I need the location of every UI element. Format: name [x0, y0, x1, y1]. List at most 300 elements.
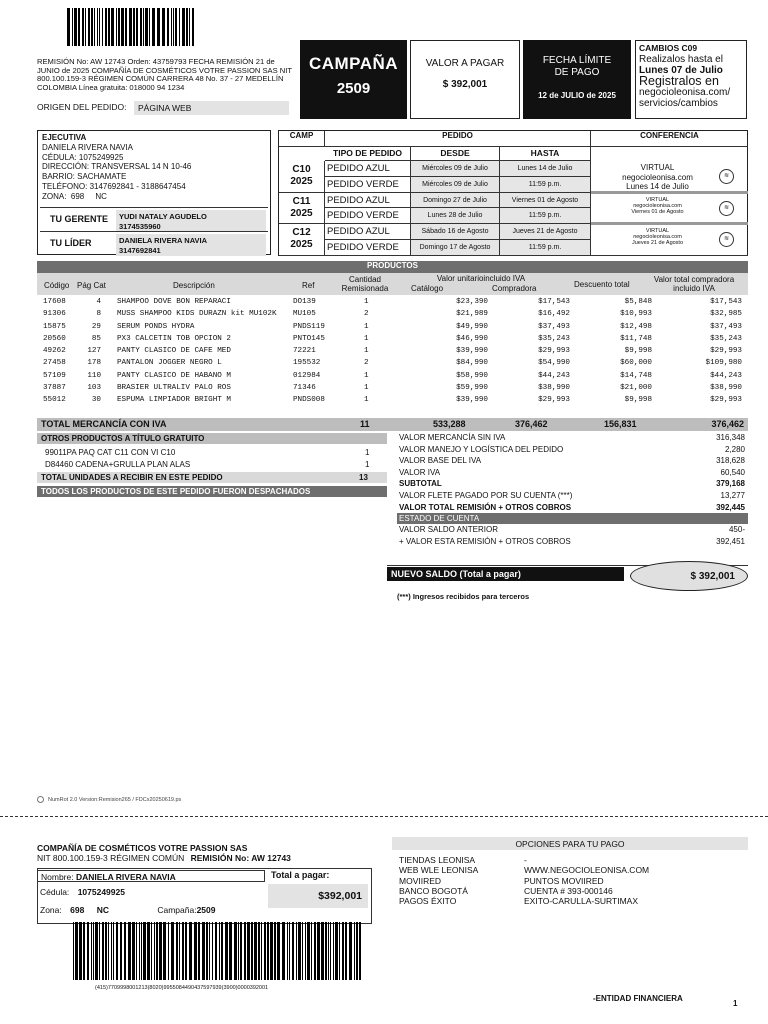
barcode-bar — [229, 922, 232, 980]
barcode-bar — [292, 922, 294, 980]
barcode-bar — [356, 922, 358, 980]
pedido-azul-hasta: Viernes 01 de Agosto — [500, 193, 591, 209]
estado-cuenta-label: ESTADO DE CUENTA — [399, 514, 480, 524]
barcode-bar — [162, 8, 165, 46]
barcode-bar — [354, 922, 355, 980]
product-pag: 4 — [96, 298, 101, 306]
conferencia-line-1: VIRTUAL — [645, 228, 670, 234]
total-catalogo: 533,288 — [433, 419, 466, 429]
campana-label: CAMPAÑA — [308, 54, 399, 73]
pedido-verde-tipo: PEDIDO VERDE — [325, 240, 411, 256]
product-comp: $35,243 — [538, 334, 570, 343]
product-pag: 127 — [87, 347, 101, 356]
product-pag: 8 — [96, 310, 101, 319]
barcode-bar — [93, 922, 94, 980]
barcode-bar — [118, 8, 120, 46]
barcode-bar — [186, 8, 188, 46]
payment-option — [399, 855, 748, 865]
barcode-bar — [274, 922, 276, 980]
barcode-bar — [179, 8, 180, 46]
barcode-bar — [79, 922, 82, 980]
conferencia-line-2: negocioleonisa.com — [633, 234, 682, 241]
product-desc: ESPUMA LIMPIADOR BRIGHT M — [117, 396, 231, 405]
barcode-bar — [105, 8, 107, 46]
slip-zona-value: 698 — [70, 905, 85, 915]
origen-label: ORIGEN DEL PEDIDO: — [37, 102, 127, 112]
summary-row — [397, 490, 748, 502]
product-comp: $29,993 — [538, 396, 570, 405]
barcode-bar — [154, 922, 155, 980]
pedido-azul-tipo: PEDIDO AZUL — [325, 193, 411, 209]
payment-option-detail: WWW.NEGOCIOLEONISA.COM — [524, 865, 650, 876]
barcode-bar — [244, 922, 246, 980]
product-ref: PNDS119 — [293, 322, 325, 331]
barcode-bar — [349, 922, 352, 980]
barcode-bar — [95, 922, 98, 980]
product-total: $38,990 — [710, 384, 742, 393]
footer-nit — [37, 853, 291, 863]
payment-slip — [37, 868, 372, 926]
gs1-code: (415)7709998001213(8020)9955084490437597939(3900)0000392001 — [95, 985, 269, 991]
barcode-bar — [87, 922, 89, 980]
product-cat: $84,990 — [456, 359, 488, 368]
camp-year: 2025 — [290, 239, 313, 250]
product-cant: 2 — [364, 310, 369, 319]
product-comp: $54,990 — [538, 359, 570, 368]
saldo-anterior-label: VALOR SALDO ANTERIOR — [399, 525, 498, 535]
slip-total-value: $392,001 — [268, 884, 368, 908]
barcode-bar — [143, 922, 146, 980]
ejecutiva-zona: ZONA: 698 NC — [42, 191, 107, 201]
barcode-bar — [78, 8, 80, 46]
barcode-bar — [120, 922, 122, 980]
barcode-bar — [108, 8, 110, 46]
product-cat: $21,989 — [456, 310, 488, 319]
entidad-financiera: -ENTIDAD FINANCIERA — [593, 994, 683, 1003]
payment-option — [399, 896, 748, 906]
top-barcode — [67, 8, 197, 46]
product-pag: 30 — [91, 396, 101, 405]
opciones-list — [399, 855, 748, 906]
gratuito-item-desc: 99011PA PAQ CAT C11 CON VI C10 — [45, 448, 176, 457]
cambios-box — [635, 40, 747, 119]
summary-row — [397, 432, 748, 444]
barcode-bar — [311, 922, 312, 980]
ejecutiva-telefono: TELÉFONO: 3147692841 - 3188647454 — [42, 181, 186, 191]
barcode-bar — [145, 8, 148, 46]
barcode-bar — [342, 922, 344, 980]
pedido-azul-desde: Miércoles 09 de Julio — [411, 161, 500, 177]
col-cantidad-2: Remisionada — [341, 284, 389, 293]
page-number: 1 — [733, 999, 738, 1008]
product-pag: 29 — [91, 322, 101, 331]
barcode-bar — [258, 922, 260, 980]
gratuito-item — [45, 448, 385, 457]
barcode-bar — [124, 922, 126, 980]
barcode-bar — [302, 922, 303, 980]
barcode-bar — [99, 922, 100, 980]
ejecutiva-title: EJECUTIVA — [42, 133, 87, 142]
barcode-bar — [132, 922, 135, 980]
product-cant: 1 — [364, 298, 369, 306]
total-cantidad: 11 — [360, 419, 370, 429]
cambios-line4: negocioleonisa.com/ — [639, 87, 731, 98]
pedido-azul-hasta: Lunes 14 de Julio — [500, 161, 591, 177]
barcode-bar — [157, 8, 160, 46]
barcode-bar — [97, 8, 98, 46]
barcode-bar — [141, 922, 142, 980]
lider-box — [116, 234, 266, 256]
payment-option — [399, 865, 748, 875]
barcode-bar — [264, 922, 266, 980]
camp-code-cell — [279, 161, 325, 193]
web-globe-icon: ≋ — [719, 201, 734, 216]
barcode-bar — [156, 922, 158, 980]
col-codigo: Código — [44, 281, 70, 290]
barcode-bar — [125, 8, 127, 46]
web-globe-icon: ≋ — [719, 232, 734, 247]
product-cant: 2 — [364, 359, 369, 368]
product-row — [37, 309, 748, 321]
payment-option — [399, 886, 748, 896]
barcode-bar — [333, 922, 334, 980]
product-total: $109,980 — [705, 359, 742, 368]
web-globe-icon: ≋ — [719, 169, 734, 184]
slip-nombre-value: DANIELA RIVERA NAVIA — [75, 872, 176, 882]
product-desc: BRASIER ULTRALIV PALO ROS — [117, 384, 231, 393]
barcode-bar — [307, 922, 310, 980]
campana-box — [300, 40, 407, 119]
camp-year: 2025 — [290, 176, 313, 187]
productos-title: PRODUCTOS — [37, 261, 748, 273]
barcode-bar — [111, 8, 114, 46]
barcode-bar — [296, 922, 297, 980]
pedido-verde-tipo: PEDIDO VERDE — [325, 177, 411, 193]
barcode-bar — [189, 8, 190, 46]
product-ref: PNDS008 — [293, 396, 325, 405]
col-descripcion: Descripción — [173, 281, 215, 290]
conferencia-line-3: Lunes 14 de Julio — [626, 182, 689, 191]
fecha-limite-label-1: FECHA LÍMITE — [542, 55, 612, 66]
remision-header-text: REMISIÓN No: AW 12743 Orden: 43759793 FECHA REMISIÓN 21 de JUNIO de 2025 COMPAÑÍA DE COSMÉTICOS VOTRE PASSION SAS NIT 800.100.159-3 RÉGIMEN COMÚN CARRERA 48 No. 37 - 27 MEDELLÍN COLOMBIA Línea gratuita: 018000 94 1234 — [37, 57, 292, 92]
esta-remision-label: + VALOR ESTA REMISIÓN + OTROS COBROS — [399, 536, 571, 546]
barcode-bar — [182, 8, 185, 46]
fecha-limite-box — [523, 40, 631, 119]
barcode-bar — [270, 922, 273, 980]
payment-option-channel: WEB WLE LEONISA — [399, 865, 479, 876]
barcode-bar — [240, 922, 242, 980]
camp-code: C10 — [292, 164, 311, 175]
conferencia-line-3: Jueves 21 de Agosto — [631, 240, 684, 247]
summary-label: SUBTOTAL — [399, 479, 442, 489]
payment-option-channel: TIENDAS LEONISA — [399, 855, 476, 865]
barcode-bar — [73, 922, 74, 980]
barcode-bar — [128, 922, 131, 980]
gratuito-item-desc: D84460 CADENA+GRULLA PLAN ALAS — [45, 460, 191, 469]
slip-total-label: Total a pagar: — [271, 870, 330, 880]
payment-option-channel: PAGOS ÉXITO — [399, 896, 457, 907]
barcode-bar — [72, 8, 73, 46]
summary-label: VALOR FLETE PAGADO POR SU CUENTA (***) — [399, 490, 573, 500]
product-pag: 85 — [91, 334, 101, 343]
cambios-line3: Registralos en — [639, 74, 719, 88]
product-ref: MU105 — [293, 310, 316, 319]
product-ref: 195532 — [293, 359, 321, 368]
total-valor: 376,462 — [711, 419, 744, 429]
barcode-bar — [140, 8, 142, 46]
camp-year: 2025 — [290, 207, 313, 219]
product-ref: DO139 — [293, 298, 316, 306]
cambios-line5: servicios/cambios — [639, 98, 718, 109]
product-cant: 1 — [364, 371, 369, 380]
barcode-bar — [234, 922, 237, 980]
cambios-line2: Lunes 07 de Julio — [639, 65, 723, 76]
barcode-bar — [88, 8, 90, 46]
product-desc: MUSS SHAMPOO KIDS DURAZN kit MU102K — [117, 310, 277, 319]
barcode-bar — [151, 922, 152, 980]
product-desc: PX3 CALCETIN TOB OPCION 2 — [117, 334, 231, 343]
gerente-label: TU GERENTE — [50, 214, 109, 224]
valor-a-pagar-label: VALOR A PAGAR — [425, 58, 505, 69]
barcode-bar — [173, 8, 174, 46]
barcode-bar — [325, 922, 327, 980]
summary-row — [397, 444, 748, 456]
barcode-bar — [167, 8, 169, 46]
origen-value: PÁGINA WEB — [134, 101, 289, 115]
product-codigo: 91306 — [43, 310, 66, 319]
numrot-version — [37, 796, 181, 803]
slip-zona-row — [37, 904, 265, 916]
product-codigo: 17608 — [43, 298, 66, 306]
gerente-name: YUDI NATALY AGUDELO — [119, 212, 207, 221]
total-descuento: 156,831 — [604, 419, 637, 429]
barcode-bar — [176, 922, 178, 980]
barcode-bar — [75, 922, 78, 980]
product-cant: 1 — [364, 347, 369, 356]
campana-value: 2509 — [336, 80, 371, 97]
product-comp: $37,493 — [538, 322, 570, 331]
valor-a-pagar-box — [410, 40, 520, 119]
slip-nombre-row — [37, 870, 265, 882]
product-row — [37, 371, 748, 383]
summary-label: VALOR IVA — [399, 467, 441, 477]
camp-code: C12 — [292, 227, 311, 238]
lider-row — [40, 231, 268, 255]
product-dto: $12,498 — [620, 322, 652, 331]
gratuito-item-qty: 1 — [365, 448, 370, 457]
gerente-row — [40, 207, 268, 231]
product-codigo: 55012 — [43, 396, 66, 405]
product-dto: $9,998 — [624, 396, 652, 405]
payment-option-detail: EXITO-CARULLA-SURTIMAX — [524, 896, 638, 907]
product-total: $32,985 — [710, 310, 742, 319]
barcode-bar — [111, 922, 112, 980]
col-valor-unitario: Valor unitarioincluido IVA — [436, 274, 526, 283]
saldo-anterior-row — [397, 524, 748, 536]
estado-cuenta-title — [397, 513, 748, 524]
barcode-bar — [171, 8, 172, 46]
gratuito-item-qty: 1 — [365, 460, 370, 469]
slip-zona-nc: NC — [96, 905, 109, 915]
product-cat: $58,990 — [456, 371, 488, 380]
lider-label: TU LÍDER — [50, 238, 92, 248]
lider-name: DANIELA RIVERA NAVIA — [119, 236, 208, 245]
product-cat: $59,990 — [456, 384, 488, 393]
product-desc: PANTY CLASICO DE CAFE MED — [117, 347, 231, 356]
product-comp: $16,492 — [538, 310, 570, 319]
pedido-verde-desde: Miércoles 09 de Julio — [411, 177, 500, 193]
product-total: $35,243 — [710, 334, 742, 343]
product-row — [37, 346, 748, 358]
total-mercancia-label: TOTAL MERCANCÍA CON IVA — [41, 419, 167, 429]
barcode-bar — [206, 922, 208, 980]
summary-value: 392,445 — [716, 502, 745, 512]
product-desc: PANTY CLASICO DE HABANO M — [117, 371, 231, 380]
product-total: $29,993 — [710, 347, 742, 356]
product-comp: $44,243 — [538, 371, 570, 380]
conferencia-line-3: Viernes 01 de Agosto — [631, 208, 684, 215]
summary-row — [397, 478, 748, 490]
product-total: $37,493 — [710, 322, 742, 331]
ejecutiva-direccion: DIRECCIÓN: TRANSVERSAL 14 N 10-46 — [42, 162, 192, 172]
barcode-bar — [175, 8, 177, 46]
summary-value: 316,348 — [716, 433, 745, 442]
barcode-bar — [192, 8, 194, 46]
barcode-bar — [102, 8, 103, 46]
pedido-azul-hasta: Jueves 21 de Agosto — [500, 224, 591, 240]
payment-option-detail: CUENTA # 393-000146 — [524, 885, 613, 896]
barcode-bar — [317, 922, 320, 980]
col-descuento: Descuento total — [574, 280, 630, 289]
barcode-bar — [116, 922, 118, 980]
product-row — [37, 383, 748, 395]
product-dto: $11,748 — [620, 334, 652, 343]
barcode-bar — [212, 922, 213, 980]
barcode-bar — [185, 922, 187, 980]
total-compradora: 376,462 — [515, 419, 548, 429]
cambios-line1: Realizalos hasta el — [639, 54, 723, 65]
product-cant: 1 — [364, 396, 369, 405]
barcode-bar — [139, 922, 140, 980]
product-ref: 012984 — [293, 371, 321, 380]
barcode-bar — [99, 8, 100, 46]
gerente-box — [116, 210, 266, 232]
product-pag: 103 — [87, 384, 101, 393]
product-codigo: 49262 — [43, 347, 66, 356]
product-comp: $17,543 — [538, 298, 570, 306]
barcode-bar — [152, 8, 155, 46]
footer-nit-text: NIT 800.100.159-3 RÉGIMEN COMÚN — [37, 853, 185, 863]
numrot-text: NumRot 2.0 Version:Remision265 / FDCx20250619.ps — [48, 796, 182, 803]
pedido-azul-desde: Domingo 27 de Julio — [411, 193, 500, 209]
product-ref: 71346 — [293, 384, 316, 393]
conferencia-line-2: negocioleonisa.com — [633, 202, 682, 209]
product-dto: $60,000 — [620, 359, 652, 368]
slip-zona-label: Zona: — [40, 905, 62, 915]
barcode-bar — [277, 922, 280, 980]
slip-nombre-label: Nombre: — [41, 872, 74, 882]
pedido-azul-tipo: PEDIDO AZUL — [325, 224, 411, 240]
product-total: $44,243 — [710, 371, 742, 380]
barcode-bar — [85, 8, 86, 46]
barcode-bar — [225, 922, 228, 980]
product-cat: $46,990 — [456, 334, 488, 343]
summary-label: VALOR MERCANCÍA SIN IVA — [399, 433, 506, 442]
barcode-bar — [221, 922, 223, 980]
barcode-bar — [314, 922, 316, 980]
barcode-bar — [287, 922, 288, 980]
barcode-bar — [330, 922, 331, 980]
barcode-bar — [91, 8, 93, 46]
summary-label: VALOR BASE DEL IVA — [399, 456, 482, 466]
nuevo-saldo-value: $ 392,001 — [630, 561, 748, 591]
barcode-bar — [194, 922, 197, 980]
barcode-bar — [289, 922, 290, 980]
barcode-bar — [143, 8, 144, 46]
col-compradora: Compradora — [492, 284, 537, 293]
product-dto: $14,748 — [620, 371, 652, 380]
barcode-bar — [171, 922, 174, 980]
col-catalogo: Catálogo — [411, 284, 444, 293]
product-cant: 1 — [364, 384, 369, 393]
nuevo-saldo-label: NUEVO SALDO (Total a pagar) — [387, 567, 624, 581]
barcode-bar — [147, 922, 150, 980]
product-cant: 1 — [364, 334, 369, 343]
gerente-phone: 3174535960 — [119, 222, 161, 231]
barcode-bar — [149, 8, 150, 46]
product-row — [37, 322, 748, 334]
barcode-bar — [202, 922, 205, 980]
product-row — [37, 297, 748, 309]
product-desc: SHAMPOO DOVE BON REPARACI — [117, 298, 231, 306]
pedido-verde-desde: Lunes 28 de Julio — [411, 208, 500, 224]
barcode-bar — [335, 922, 338, 980]
col-pag: Pág Cat — [77, 281, 106, 290]
barcode-bar — [198, 922, 200, 980]
product-cat: $49,990 — [456, 322, 488, 331]
barcode-bar — [102, 922, 104, 980]
barcode-bar — [168, 922, 169, 980]
ejecutiva-barrio: BARRIO: SACHAMATE — [42, 172, 127, 182]
payment-option-detail: PUNTOS MOVIIRED — [524, 875, 604, 886]
summary-row — [397, 502, 748, 514]
slip-cedula-row — [37, 886, 265, 898]
summary-label: VALOR MANEJO Y LOGÍSTICA DEL PEDIDO — [399, 444, 564, 454]
payment-option-channel: MOVIIRED — [399, 875, 442, 886]
product-comp: $29,993 — [538, 347, 570, 356]
product-row — [37, 334, 748, 346]
barcode-bar — [163, 922, 166, 980]
barcode-bar — [215, 922, 217, 980]
product-dto: $5,848 — [624, 298, 652, 306]
product-total: $29,993 — [710, 396, 742, 405]
product-desc: PANTALON JOGGER NEGRO L — [117, 359, 222, 368]
product-codigo: 57109 — [43, 371, 66, 380]
campaign-schedule-table — [278, 130, 748, 256]
esta-remision-value: 392,451 — [716, 536, 745, 546]
summary-row — [397, 467, 748, 479]
barcode-bar — [136, 8, 138, 46]
despachados-row: TODOS LOS PRODUCTOS DE ESTE PEDIDO FUERON DESPACHADOS — [37, 486, 387, 497]
product-row — [37, 395, 748, 407]
product-ref: PNTO145 — [293, 334, 325, 343]
product-cat: $39,990 — [456, 347, 488, 356]
gratuito-item — [45, 460, 385, 469]
barcode-bar — [116, 8, 117, 46]
footer-remision: REMISIÓN No: AW 12743 — [190, 853, 291, 863]
barcode-bar — [251, 922, 253, 980]
summary-value: 379,168 — [716, 479, 745, 489]
